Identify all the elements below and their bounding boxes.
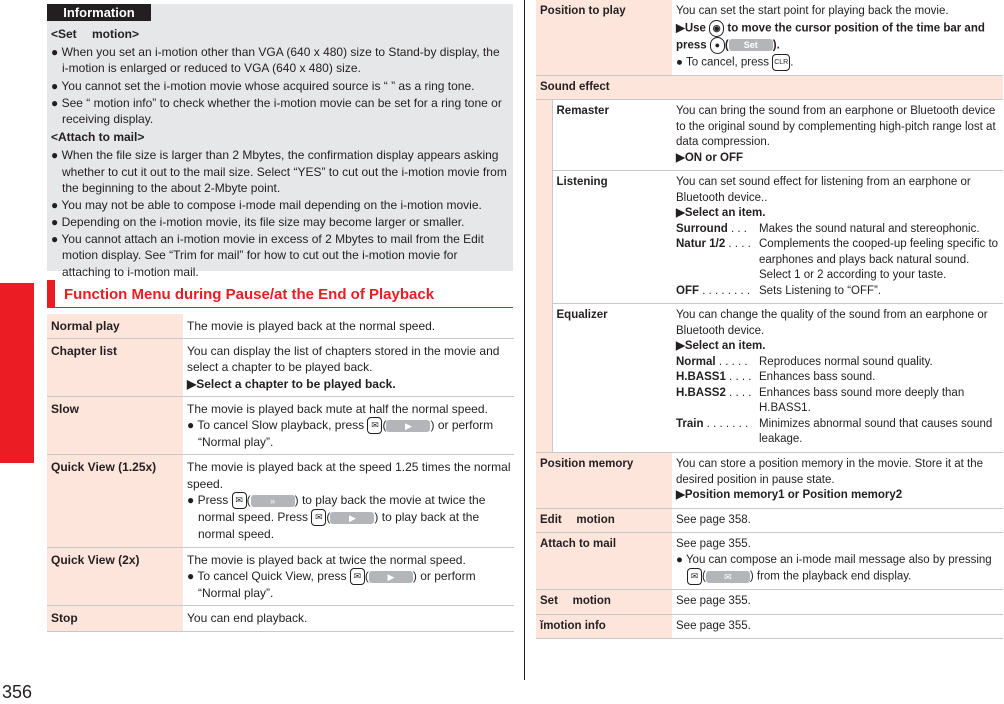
row-action: ▶Select a chapter to be played back. [187, 376, 396, 391]
section-heading-rule [55, 307, 513, 308]
table-row [536, 75, 1003, 100]
info-bullet-text: When the file size is larger than 2 Mbytes, the confirmation display appears asking whether to cut it out to the mail size. Select “YES” to cut out the i-motion movie from the beginning to the about 2-Mbyte point. [61, 148, 507, 195]
row-action-text: Position memory1 or Position memory2 [684, 489, 903, 502]
row-action: ▶Use ◉ to move the cursor position of the time bar and press ● ( Set ). [676, 20, 1000, 54]
table-row [536, 614, 1003, 639]
option-desc: Complements the cooped-up feeling specific to earphones and plays back natural sound. Select 1 or 2 according to your taste. [759, 238, 999, 282]
table-row [536, 304, 1003, 453]
option-name: H.BASS1 [676, 371, 726, 384]
option-name: OFF [676, 284, 699, 297]
row-value [672, 171, 1003, 304]
option-leader: . . . . [725, 238, 751, 251]
option-leader: . . . . . . . [703, 417, 749, 430]
multi-cursor-key-icon: ◉ [709, 20, 724, 37]
row-value [672, 304, 1003, 453]
table-row [47, 547, 514, 606]
row-text: You can set the start point for playing back the movie. [676, 5, 949, 17]
info-bullet: ● You may not be able to compose i-mode mail depending on the i-motion movie. [51, 197, 482, 212]
option-leader: . . . . [725, 371, 752, 384]
row-value [183, 339, 514, 397]
info-bullet: ● When the file size is larger than 2 Mbytes, the confirmation display appears asking whether to cut it out to the mail size. Select “YES” to cut out the i-motion movie from the beginning to the about 2-Mbyte point. [51, 148, 507, 195]
option-desc: Sets Listening to “OFF”. [759, 284, 882, 297]
option-desc: Minimizes abnormal sound that causes sound leakage. [759, 417, 993, 446]
column-divider [524, 0, 525, 680]
info-bullet-text: When you set an i-motion other than VGA (640 x 480) size to Stand-by display, the i-motion is enlarged or reduced to VGA (640 x 480) size. [61, 45, 500, 76]
option-leader: . . . . . [715, 355, 748, 368]
table-row [536, 100, 1003, 171]
sidebar-label: Data Management [7, 314, 26, 460]
row-value: You can end playback. [183, 606, 514, 631]
row-key: Set motion [536, 590, 672, 615]
option-desc: Enhances bass sound more deeply than H.BASS1. [759, 386, 965, 415]
row-key: Slow [47, 396, 183, 455]
row-key: Sound effect [536, 75, 1003, 100]
row-key [536, 614, 672, 639]
mail-key-icon: ✉ [367, 417, 382, 434]
row-action-text: Use [684, 22, 706, 35]
info-bullet: ● Depending on the i-motion movie, its file size may become larger or smaller. [51, 215, 465, 230]
table-row [536, 590, 1003, 615]
option-name: Surround [676, 222, 728, 235]
row-bullet-text: or perform “Normal play”. [198, 568, 476, 601]
row-bullet: ● You can compose an i-mode mail message also by pressing ✉ ( ✉ ) from the playback end display. [676, 553, 1000, 586]
row-action: ▶Position memory1 or Position memory2 [676, 489, 903, 502]
indent-cell [536, 100, 552, 453]
option-name: H.BASS2 [676, 386, 726, 399]
row-bullet-text: from the playback end display. [756, 570, 912, 583]
row-value: The movie is played back at the normal speed. [183, 314, 514, 339]
i-mode-icon: ǐ [540, 619, 544, 632]
section-heading [47, 280, 513, 308]
fast-forward-softkey-icon: » [251, 495, 295, 507]
mail-key-icon: ✉ [687, 568, 702, 585]
option-row [676, 417, 1000, 448]
row-action: ▶Select an item. [676, 207, 766, 220]
row-value [672, 453, 1003, 509]
row-bullet-text: You can compose an i-mode mail message also by pressing [685, 553, 992, 566]
mail-key-icon: ✉ [350, 568, 365, 585]
row-text: The movie is played back at twice the normal speed. [187, 552, 466, 567]
option-desc: Reproduces normal sound quality. [759, 355, 933, 368]
row-text: See page 355. [676, 538, 751, 551]
mail-softkey-icon: ✉ [706, 571, 750, 583]
info-bullet-text: See “ motion info” to check whether the i-motion movie can be set for a ring tone or receiving display. [61, 95, 502, 126]
row-key [536, 508, 672, 533]
mail-key-icon: ✉ [232, 492, 247, 509]
table-row [47, 339, 514, 397]
row-bullet-text: to play back the movie at twice the normal speed. Press [198, 492, 486, 525]
table-row [536, 453, 1003, 509]
option-row [676, 237, 1000, 284]
option-desc: Makes the sound natural and stereophonic. [759, 222, 980, 235]
row-action-text: ON or OFF [684, 151, 743, 164]
row-bullet: ● To cancel Quick View, press ✉ ( ▶ ) or perform “Normal play”. [187, 568, 476, 601]
sidebar-tab [0, 0, 34, 697]
info-bullet: ● When you set an i-motion other than VGA (640 x 480) size to Stand-by display, the i-motion is enlarged or reduced to VGA (640 x 480) size. [51, 45, 500, 76]
row-value [672, 0, 1003, 75]
row-value: See page 355. [672, 590, 1003, 615]
info-bullet: ● You cannot attach an i-motion movie in excess of 2 Mbytes to mail from the Edit motion display. See “Trim for mail” for how to cut out the i-motion movie for attaching to i-motion mail. [51, 232, 484, 279]
option-name: Normal [676, 355, 716, 368]
function-menu-table-right [536, 0, 1003, 639]
row-text: You can set sound effect for listening from an earphone or Bluetooth device.. [676, 176, 971, 204]
row-value [183, 547, 514, 606]
info-bullet: ● See “ motion info” to check whether the i-motion movie can be set for a ring tone or receiving display. [51, 95, 502, 126]
option-row [676, 370, 1000, 386]
row-key: Position memory [536, 453, 672, 509]
row-bullet-text: to play back at the normal speed. [198, 510, 480, 542]
option-row [676, 386, 1000, 417]
info-heading-attach: <Attach to mail> [51, 130, 145, 145]
option-leader: . . . . . . . . [699, 284, 751, 297]
row-key: Quick View (1.25x) [47, 455, 183, 547]
info-bullet-text: You may not be able to compose i-mode mail depending on the i-motion movie. [61, 197, 482, 212]
row-value [183, 455, 514, 547]
page-number: 356 [2, 682, 33, 702]
row-key: Remaster [552, 100, 672, 171]
option-row [676, 355, 1000, 371]
info-heading-set-motion: <Set motion> [51, 27, 140, 41]
table-row [536, 0, 1003, 75]
row-key: Quick View (2x) [47, 547, 183, 606]
row-key: Listening [552, 171, 672, 304]
option-desc: Enhances bass sound. [759, 371, 876, 384]
row-key: Chapter list [47, 339, 183, 397]
play-softkey-icon: ▶ [369, 571, 413, 583]
row-bullet-text: To cancel, press [685, 56, 770, 69]
row-key-text: Edit motion [540, 513, 615, 526]
section-heading-bar [47, 280, 55, 308]
row-value: See page 358. [672, 508, 1003, 533]
row-key: Equalizer [552, 304, 672, 453]
info-bullet-text: You cannot set the i-motion movie whose acquired source is “ ” as a ring tone. [61, 78, 475, 93]
row-action-text: Select a chapter to be played back. [196, 376, 396, 391]
set-softkey-icon: Set [729, 39, 773, 51]
row-key: Stop [47, 606, 183, 631]
row-value: See page 355. [672, 614, 1003, 639]
option-row [676, 284, 1000, 300]
option-leader: . . . [727, 222, 747, 235]
row-bullet-text: or perform “Normal play”. [198, 417, 494, 450]
info-bullet-text: You cannot attach an i-motion movie in excess of 2 Mbytes to mail from the Edit motion display. See “Trim for mail” for how to cut out the i-motion movie for attaching to i-motion mail. [61, 232, 484, 279]
table-row [47, 314, 514, 339]
function-menu-table-left [47, 314, 514, 632]
table-row [47, 455, 514, 547]
row-value [672, 533, 1003, 590]
row-bullet-text: To cancel Quick View, press [197, 568, 347, 583]
row-key: Attach to mail [536, 533, 672, 590]
row-key: Position to play [536, 0, 672, 75]
row-value [672, 100, 1003, 171]
row-text: You can store a position memory in the movie. Store it at the desired position in pause state. [676, 458, 984, 486]
row-action: ▶ON or OFF [676, 151, 743, 164]
information-label: Information [47, 4, 151, 21]
row-key: Normal play [47, 314, 183, 339]
row-text: You can display the list of chapters stored in the movie and select a chapter to be played back. [187, 344, 500, 375]
row-text: You can change the quality of the sound from an earphone or Bluetooth device. [676, 309, 988, 337]
row-bullet: ● To cancel Slow playback, press ✉ ( ▶ ) or perform “Normal play”. [187, 417, 494, 450]
row-action-text: Select an item. [684, 207, 766, 220]
table-row [536, 533, 1003, 590]
mail-key-icon: ✉ [311, 509, 326, 526]
table-row [47, 606, 514, 631]
table-row [536, 171, 1003, 304]
information-body [51, 24, 509, 281]
information-box [47, 4, 513, 279]
row-key-text: motion info [543, 619, 606, 632]
row-action-text: Select an item. [684, 340, 766, 353]
option-name: Train [676, 417, 704, 430]
option-name: Natur 1/2 [676, 238, 726, 251]
info-bullet: ● You cannot set the i-motion movie whose acquired source is “ ” as a ring tone. [51, 78, 475, 93]
table-row [47, 396, 514, 455]
row-bullet-text: Press [197, 492, 229, 507]
row-text: The movie is played back mute at half the normal speed. [187, 401, 488, 416]
play-softkey-icon: ▶ [386, 420, 430, 432]
option-row [676, 222, 1000, 238]
option-leader: . . . . [725, 386, 752, 399]
play-softkey-icon: ▶ [330, 512, 374, 524]
row-bullet-text: To cancel Slow playback, press [197, 417, 365, 432]
info-bullet-text: Depending on the i-motion movie, its file size may become larger or smaller. [61, 215, 465, 230]
table-row [536, 508, 1003, 533]
row-action: ▶Select an item. [676, 340, 766, 353]
section-heading-text: Function Menu during Pause/at the End of Playback [64, 286, 435, 303]
clear-key-icon: CLR [772, 54, 790, 71]
row-action-text: to move the cursor position of the time bar and press [676, 22, 985, 52]
row-bullet: ● To cancel, press CLR . [676, 54, 1000, 71]
row-value [183, 396, 514, 455]
center-key-icon: ● [710, 37, 725, 54]
row-text: The movie is played back at the speed 1.25 times the normal speed. [187, 460, 511, 491]
row-text: You can bring the sound from an earphone or Bluetooth device to the original sound by complementing high-pitch range lost at data compression. [676, 105, 996, 149]
row-bullet: ● Press ✉ ( » ) to play back the movie at twice the normal speed. Press ✉ ( ▶ ) to play back at the normal speed. [187, 492, 486, 542]
